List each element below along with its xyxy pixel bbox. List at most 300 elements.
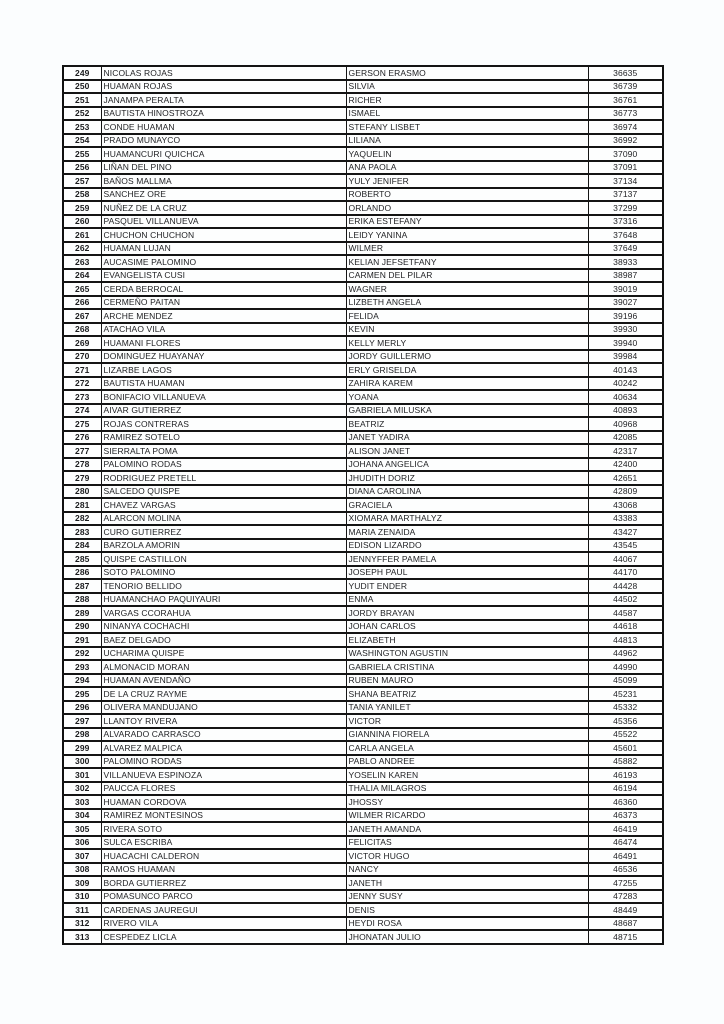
last-name-cell: ALVAREZ MALPICA bbox=[101, 741, 346, 755]
first-name-cell: YAQUELIN bbox=[346, 147, 588, 161]
first-name-cell: VICTOR bbox=[346, 714, 588, 728]
code-cell: 46474 bbox=[588, 836, 663, 850]
first-name-cell: STEFANY LISBET bbox=[346, 120, 588, 134]
row-number-cell: 299 bbox=[63, 741, 101, 755]
row-number-cell: 280 bbox=[63, 485, 101, 499]
table-row bbox=[63, 107, 663, 121]
last-name-cell: NICOLAS ROJAS bbox=[101, 66, 346, 80]
row-number-cell: 279 bbox=[63, 471, 101, 485]
last-name-cell: SULCA ESCRIBA bbox=[101, 836, 346, 850]
first-name-cell: KELLY MERLY bbox=[346, 336, 588, 350]
first-name-cell: LEIDY YANINA bbox=[346, 228, 588, 242]
table-row bbox=[63, 863, 663, 877]
last-name-cell: ALARCON MOLINA bbox=[101, 512, 346, 526]
row-number-cell: 290 bbox=[63, 620, 101, 634]
code-cell: 39019 bbox=[588, 282, 663, 296]
last-name-cell: HUAMAN LUJAN bbox=[101, 242, 346, 256]
row-number-cell: 261 bbox=[63, 228, 101, 242]
row-number-cell: 257 bbox=[63, 174, 101, 188]
last-name-cell: HUAMANCURI QUICHCA bbox=[101, 147, 346, 161]
row-number-cell: 301 bbox=[63, 768, 101, 782]
row-number-cell: 312 bbox=[63, 917, 101, 931]
last-name-cell: HUAMAN AVENDAÑO bbox=[101, 674, 346, 688]
table-row bbox=[63, 282, 663, 296]
code-cell: 45099 bbox=[588, 674, 663, 688]
row-number-cell: 265 bbox=[63, 282, 101, 296]
first-name-cell: WAGNER bbox=[346, 282, 588, 296]
row-number-cell: 293 bbox=[63, 660, 101, 674]
first-name-cell: JANET YADIRA bbox=[346, 431, 588, 445]
row-number-cell: 286 bbox=[63, 566, 101, 580]
first-name-cell: JOSEPH PAUL bbox=[346, 566, 588, 580]
first-name-cell: FELICITAS bbox=[346, 836, 588, 850]
last-name-cell: ROJAS CONTRERAS bbox=[101, 417, 346, 431]
code-cell: 38933 bbox=[588, 255, 663, 269]
last-name-cell: BAÑOS MALLMA bbox=[101, 174, 346, 188]
code-cell: 37137 bbox=[588, 188, 663, 202]
last-name-cell: ALVARADO CARRASCO bbox=[101, 728, 346, 742]
last-name-cell: BORDA GUTIERREZ bbox=[101, 876, 346, 890]
code-cell: 48687 bbox=[588, 917, 663, 931]
table-row bbox=[63, 876, 663, 890]
last-name-cell: RIVERO VILA bbox=[101, 917, 346, 931]
first-name-cell: GABRIELA MILUSKA bbox=[346, 404, 588, 418]
first-name-cell: GERSON ERASMO bbox=[346, 66, 588, 80]
row-number-cell: 254 bbox=[63, 134, 101, 148]
row-number-cell: 304 bbox=[63, 809, 101, 823]
first-name-cell: KEVIN bbox=[346, 323, 588, 337]
row-number-cell: 310 bbox=[63, 890, 101, 904]
code-cell: 44813 bbox=[588, 633, 663, 647]
code-cell: 38987 bbox=[588, 269, 663, 283]
table-row bbox=[63, 930, 663, 944]
row-number-cell: 305 bbox=[63, 822, 101, 836]
first-name-cell: ZAHIRA KAREM bbox=[346, 377, 588, 391]
first-name-cell: JORDY BRAYAN bbox=[346, 606, 588, 620]
table-row bbox=[63, 525, 663, 539]
table-row bbox=[63, 836, 663, 850]
code-cell: 43383 bbox=[588, 512, 663, 526]
code-cell: 45231 bbox=[588, 687, 663, 701]
code-cell: 44587 bbox=[588, 606, 663, 620]
last-name-cell: AIVAR GUTIERREZ bbox=[101, 404, 346, 418]
first-name-cell: GRACIELA bbox=[346, 498, 588, 512]
table-row bbox=[63, 336, 663, 350]
last-name-cell: RAMOS HUAMAN bbox=[101, 863, 346, 877]
first-name-cell: GABRIELA CRISTINA bbox=[346, 660, 588, 674]
first-name-cell: TANIA YANILET bbox=[346, 701, 588, 715]
code-cell: 40242 bbox=[588, 377, 663, 391]
code-cell: 37649 bbox=[588, 242, 663, 256]
row-number-cell: 296 bbox=[63, 701, 101, 715]
last-name-cell: CURO GUTIERREZ bbox=[101, 525, 346, 539]
code-cell: 37090 bbox=[588, 147, 663, 161]
code-cell: 45522 bbox=[588, 728, 663, 742]
table-row bbox=[63, 714, 663, 728]
code-cell: 39196 bbox=[588, 309, 663, 323]
code-cell: 42809 bbox=[588, 485, 663, 499]
row-number-cell: 276 bbox=[63, 431, 101, 445]
last-name-cell: DE LA CRUZ RAYME bbox=[101, 687, 346, 701]
table-row bbox=[63, 188, 663, 202]
code-cell: 47255 bbox=[588, 876, 663, 890]
table-row bbox=[63, 458, 663, 472]
row-number-cell: 303 bbox=[63, 795, 101, 809]
row-number-cell: 282 bbox=[63, 512, 101, 526]
table-row bbox=[63, 512, 663, 526]
table-row bbox=[63, 809, 663, 823]
last-name-cell: AUCASIME PALOMINO bbox=[101, 255, 346, 269]
row-number-cell: 275 bbox=[63, 417, 101, 431]
row-number-cell: 291 bbox=[63, 633, 101, 647]
last-name-cell: CARDENAS JAUREGUI bbox=[101, 903, 346, 917]
first-name-cell: WILMER RICARDO bbox=[346, 809, 588, 823]
first-name-cell: ANA PAOLA bbox=[346, 161, 588, 175]
table-row bbox=[63, 120, 663, 134]
code-cell: 44502 bbox=[588, 593, 663, 607]
table-row bbox=[63, 161, 663, 175]
table-row bbox=[63, 201, 663, 215]
table-row bbox=[63, 363, 663, 377]
last-name-cell: JANAMPA PERALTA bbox=[101, 93, 346, 107]
last-name-cell: UCHARIMA QUISPE bbox=[101, 647, 346, 661]
code-cell: 36635 bbox=[588, 66, 663, 80]
code-cell: 37648 bbox=[588, 228, 663, 242]
last-name-cell: HUAMANCHAO PAQUIYAURI bbox=[101, 593, 346, 607]
table-row bbox=[63, 674, 663, 688]
row-number-cell: 287 bbox=[63, 579, 101, 593]
first-name-cell: CARLA ANGELA bbox=[346, 741, 588, 755]
row-number-cell: 302 bbox=[63, 782, 101, 796]
code-cell: 48715 bbox=[588, 930, 663, 944]
last-name-cell: VILLANUEVA ESPINOZA bbox=[101, 768, 346, 782]
table-row bbox=[63, 593, 663, 607]
table-row bbox=[63, 309, 663, 323]
row-number-cell: 263 bbox=[63, 255, 101, 269]
table-row bbox=[63, 741, 663, 755]
first-name-cell: JENNYFFER PAMELA bbox=[346, 552, 588, 566]
row-number-cell: 270 bbox=[63, 350, 101, 364]
last-name-cell: RODRIGUEZ PRETELL bbox=[101, 471, 346, 485]
code-cell: 45332 bbox=[588, 701, 663, 715]
first-name-cell: SILVIA bbox=[346, 80, 588, 94]
table-row bbox=[63, 269, 663, 283]
first-name-cell: JENNY SUSY bbox=[346, 890, 588, 904]
last-name-cell: PRADO MUNAYCO bbox=[101, 134, 346, 148]
code-cell: 42651 bbox=[588, 471, 663, 485]
table-row bbox=[63, 822, 663, 836]
table-row bbox=[63, 782, 663, 796]
first-name-cell: ERLY GRISELDA bbox=[346, 363, 588, 377]
last-name-cell: BONIFACIO VILLANUEVA bbox=[101, 390, 346, 404]
last-name-cell: RIVERA SOTO bbox=[101, 822, 346, 836]
first-name-cell: PABLO ANDREE bbox=[346, 755, 588, 769]
code-cell: 48449 bbox=[588, 903, 663, 917]
row-number-cell: 259 bbox=[63, 201, 101, 215]
first-name-cell: HEYDI ROSA bbox=[346, 917, 588, 931]
code-cell: 46419 bbox=[588, 822, 663, 836]
table-row bbox=[63, 579, 663, 593]
code-cell: 46373 bbox=[588, 809, 663, 823]
last-name-cell: BAEZ DELGADO bbox=[101, 633, 346, 647]
first-name-cell: JANETH bbox=[346, 876, 588, 890]
first-name-cell: THALIA MILAGROS bbox=[346, 782, 588, 796]
row-number-cell: 256 bbox=[63, 161, 101, 175]
last-name-cell: BAUTISTA HINOSTROZA bbox=[101, 107, 346, 121]
code-cell: 36761 bbox=[588, 93, 663, 107]
first-name-cell: ROBERTO bbox=[346, 188, 588, 202]
table-row bbox=[63, 228, 663, 242]
table-row bbox=[63, 255, 663, 269]
last-name-cell: SOTO PALOMINO bbox=[101, 566, 346, 580]
row-number-cell: 260 bbox=[63, 215, 101, 229]
code-cell: 36992 bbox=[588, 134, 663, 148]
row-number-cell: 292 bbox=[63, 647, 101, 661]
first-name-cell: ERIKA ESTEFANY bbox=[346, 215, 588, 229]
last-name-cell: LIZARBE LAGOS bbox=[101, 363, 346, 377]
code-cell: 44067 bbox=[588, 552, 663, 566]
code-cell: 40634 bbox=[588, 390, 663, 404]
code-cell: 44990 bbox=[588, 660, 663, 674]
first-name-cell: JHOSSY bbox=[346, 795, 588, 809]
table-row bbox=[63, 350, 663, 364]
first-name-cell: XIOMARA MARTHALYZ bbox=[346, 512, 588, 526]
first-name-cell: YULY JENIFER bbox=[346, 174, 588, 188]
first-name-cell: RUBEN MAURO bbox=[346, 674, 588, 688]
last-name-cell: HUACACHI CALDERON bbox=[101, 849, 346, 863]
table-row bbox=[63, 566, 663, 580]
code-cell: 40893 bbox=[588, 404, 663, 418]
first-name-cell: ISMAEL bbox=[346, 107, 588, 121]
row-number-cell: 306 bbox=[63, 836, 101, 850]
table-row bbox=[63, 431, 663, 445]
code-cell: 42085 bbox=[588, 431, 663, 445]
last-name-cell: NINANYA COCHACHI bbox=[101, 620, 346, 634]
first-name-cell: ORLANDO bbox=[346, 201, 588, 215]
code-cell: 46194 bbox=[588, 782, 663, 796]
row-number-cell: 313 bbox=[63, 930, 101, 944]
table-row bbox=[63, 296, 663, 310]
last-name-cell: CONDE HUAMAN bbox=[101, 120, 346, 134]
last-name-cell: PALOMINO RODAS bbox=[101, 458, 346, 472]
table-row bbox=[63, 404, 663, 418]
code-cell: 39027 bbox=[588, 296, 663, 310]
code-cell: 47283 bbox=[588, 890, 663, 904]
code-cell: 45882 bbox=[588, 755, 663, 769]
last-name-cell: SALCEDO QUISPE bbox=[101, 485, 346, 499]
row-number-cell: 278 bbox=[63, 458, 101, 472]
row-number-cell: 252 bbox=[63, 107, 101, 121]
last-name-cell: CHAVEZ VARGAS bbox=[101, 498, 346, 512]
first-name-cell: CARMEN DEL PILAR bbox=[346, 269, 588, 283]
table-row bbox=[63, 539, 663, 553]
row-number-cell: 264 bbox=[63, 269, 101, 283]
table-row bbox=[63, 660, 663, 674]
table-row bbox=[63, 417, 663, 431]
first-name-cell: JHONATAN JULIO bbox=[346, 930, 588, 944]
table-row bbox=[63, 728, 663, 742]
last-name-cell: EVANGELISTA CUSI bbox=[101, 269, 346, 283]
row-number-cell: 298 bbox=[63, 728, 101, 742]
last-name-cell: SIERRALTA POMA bbox=[101, 444, 346, 458]
row-number-cell: 273 bbox=[63, 390, 101, 404]
last-name-cell: ALMONACID MORAN bbox=[101, 660, 346, 674]
last-name-cell: HUAMAN ROJAS bbox=[101, 80, 346, 94]
code-cell: 44428 bbox=[588, 579, 663, 593]
code-cell: 39940 bbox=[588, 336, 663, 350]
row-number-cell: 309 bbox=[63, 876, 101, 890]
last-name-cell: POMASUNCO PARCO bbox=[101, 890, 346, 904]
table-row bbox=[63, 687, 663, 701]
table-row bbox=[63, 903, 663, 917]
code-cell: 39930 bbox=[588, 323, 663, 337]
last-name-cell: DOMINGUEZ HUAYANAY bbox=[101, 350, 346, 364]
last-name-cell: PASQUEL VILLANUEVA bbox=[101, 215, 346, 229]
table-row bbox=[63, 444, 663, 458]
row-number-cell: 272 bbox=[63, 377, 101, 391]
last-name-cell: HUAMANI FLORES bbox=[101, 336, 346, 350]
table-row bbox=[63, 80, 663, 94]
table-row bbox=[63, 471, 663, 485]
code-cell: 46360 bbox=[588, 795, 663, 809]
row-number-cell: 294 bbox=[63, 674, 101, 688]
last-name-cell: HUAMAN CORDOVA bbox=[101, 795, 346, 809]
code-cell: 36773 bbox=[588, 107, 663, 121]
row-number-cell: 271 bbox=[63, 363, 101, 377]
table-row bbox=[63, 755, 663, 769]
last-name-cell: PAUCCA FLORES bbox=[101, 782, 346, 796]
first-name-cell: ENMA bbox=[346, 593, 588, 607]
first-name-cell: NANCY bbox=[346, 863, 588, 877]
first-name-cell: BEATRIZ bbox=[346, 417, 588, 431]
last-name-cell: NUÑEZ DE LA CRUZ bbox=[101, 201, 346, 215]
last-name-cell: BARZOLA AMORIN bbox=[101, 539, 346, 553]
row-number-cell: 253 bbox=[63, 120, 101, 134]
table-row bbox=[63, 66, 663, 80]
code-cell: 37091 bbox=[588, 161, 663, 175]
first-name-cell: DIANA CAROLINA bbox=[346, 485, 588, 499]
first-name-cell: YOANA bbox=[346, 390, 588, 404]
code-cell: 43068 bbox=[588, 498, 663, 512]
code-cell: 44618 bbox=[588, 620, 663, 634]
code-cell: 45356 bbox=[588, 714, 663, 728]
last-name-cell: ARCHE MENDEZ bbox=[101, 309, 346, 323]
roster-table bbox=[62, 65, 664, 945]
table-row bbox=[63, 768, 663, 782]
row-number-cell: 297 bbox=[63, 714, 101, 728]
first-name-cell: JHUDITH DORIZ bbox=[346, 471, 588, 485]
row-number-cell: 285 bbox=[63, 552, 101, 566]
row-number-cell: 295 bbox=[63, 687, 101, 701]
first-name-cell: SHANA BEATRIZ bbox=[346, 687, 588, 701]
first-name-cell: YUDIT ENDER bbox=[346, 579, 588, 593]
first-name-cell: DENIS bbox=[346, 903, 588, 917]
table-row bbox=[63, 323, 663, 337]
row-number-cell: 311 bbox=[63, 903, 101, 917]
row-number-cell: 268 bbox=[63, 323, 101, 337]
table-row bbox=[63, 147, 663, 161]
first-name-cell: YOSELIN KAREN bbox=[346, 768, 588, 782]
code-cell: 44962 bbox=[588, 647, 663, 661]
last-name-cell: LLANTOY RIVERA bbox=[101, 714, 346, 728]
code-cell: 42317 bbox=[588, 444, 663, 458]
row-number-cell: 289 bbox=[63, 606, 101, 620]
table-row bbox=[63, 134, 663, 148]
table-row bbox=[63, 647, 663, 661]
row-number-cell: 307 bbox=[63, 849, 101, 863]
first-name-cell: JOHANA ANGELICA bbox=[346, 458, 588, 472]
row-number-cell: 281 bbox=[63, 498, 101, 512]
table-row bbox=[63, 890, 663, 904]
row-number-cell: 249 bbox=[63, 66, 101, 80]
last-name-cell: ATACHAO VILA bbox=[101, 323, 346, 337]
table-row bbox=[63, 620, 663, 634]
row-number-cell: 266 bbox=[63, 296, 101, 310]
code-cell: 37316 bbox=[588, 215, 663, 229]
row-number-cell: 283 bbox=[63, 525, 101, 539]
first-name-cell: ALISON JANET bbox=[346, 444, 588, 458]
row-number-cell: 274 bbox=[63, 404, 101, 418]
table-row bbox=[63, 485, 663, 499]
last-name-cell: CERMEÑO PAITAN bbox=[101, 296, 346, 310]
code-cell: 43427 bbox=[588, 525, 663, 539]
code-cell: 40968 bbox=[588, 417, 663, 431]
table-row bbox=[63, 93, 663, 107]
first-name-cell: ELIZABETH bbox=[346, 633, 588, 647]
last-name-cell: RAMIREZ SOTELO bbox=[101, 431, 346, 445]
first-name-cell: LIZBETH ANGELA bbox=[346, 296, 588, 310]
first-name-cell: RICHER bbox=[346, 93, 588, 107]
table-row bbox=[63, 215, 663, 229]
code-cell: 42400 bbox=[588, 458, 663, 472]
first-name-cell: EDISON LIZARDO bbox=[346, 539, 588, 553]
code-cell: 36974 bbox=[588, 120, 663, 134]
first-name-cell: KELIAN JEFSETFANY bbox=[346, 255, 588, 269]
table-row bbox=[63, 242, 663, 256]
code-cell: 46491 bbox=[588, 849, 663, 863]
row-number-cell: 251 bbox=[63, 93, 101, 107]
first-name-cell: JANETH AMANDA bbox=[346, 822, 588, 836]
last-name-cell: SANCHEZ ORE bbox=[101, 188, 346, 202]
first-name-cell: VICTOR HUGO bbox=[346, 849, 588, 863]
table-row bbox=[63, 633, 663, 647]
row-number-cell: 267 bbox=[63, 309, 101, 323]
table-row bbox=[63, 498, 663, 512]
table-row bbox=[63, 377, 663, 391]
last-name-cell: PALOMINO RODAS bbox=[101, 755, 346, 769]
roster-table-body bbox=[63, 66, 663, 944]
code-cell: 44170 bbox=[588, 566, 663, 580]
first-name-cell: LILIANA bbox=[346, 134, 588, 148]
code-cell: 40143 bbox=[588, 363, 663, 377]
table-row bbox=[63, 552, 663, 566]
last-name-cell: CERDA BERROCAL bbox=[101, 282, 346, 296]
table-row bbox=[63, 917, 663, 931]
code-cell: 37299 bbox=[588, 201, 663, 215]
table-row bbox=[63, 849, 663, 863]
code-cell: 43545 bbox=[588, 539, 663, 553]
last-name-cell: CHUCHON CHUCHON bbox=[101, 228, 346, 242]
row-number-cell: 284 bbox=[63, 539, 101, 553]
code-cell: 37134 bbox=[588, 174, 663, 188]
first-name-cell: GIANNINA FIORELA bbox=[346, 728, 588, 742]
code-cell: 36739 bbox=[588, 80, 663, 94]
row-number-cell: 269 bbox=[63, 336, 101, 350]
first-name-cell: JOHAN CARLOS bbox=[346, 620, 588, 634]
table-row bbox=[63, 390, 663, 404]
code-cell: 46536 bbox=[588, 863, 663, 877]
row-number-cell: 258 bbox=[63, 188, 101, 202]
